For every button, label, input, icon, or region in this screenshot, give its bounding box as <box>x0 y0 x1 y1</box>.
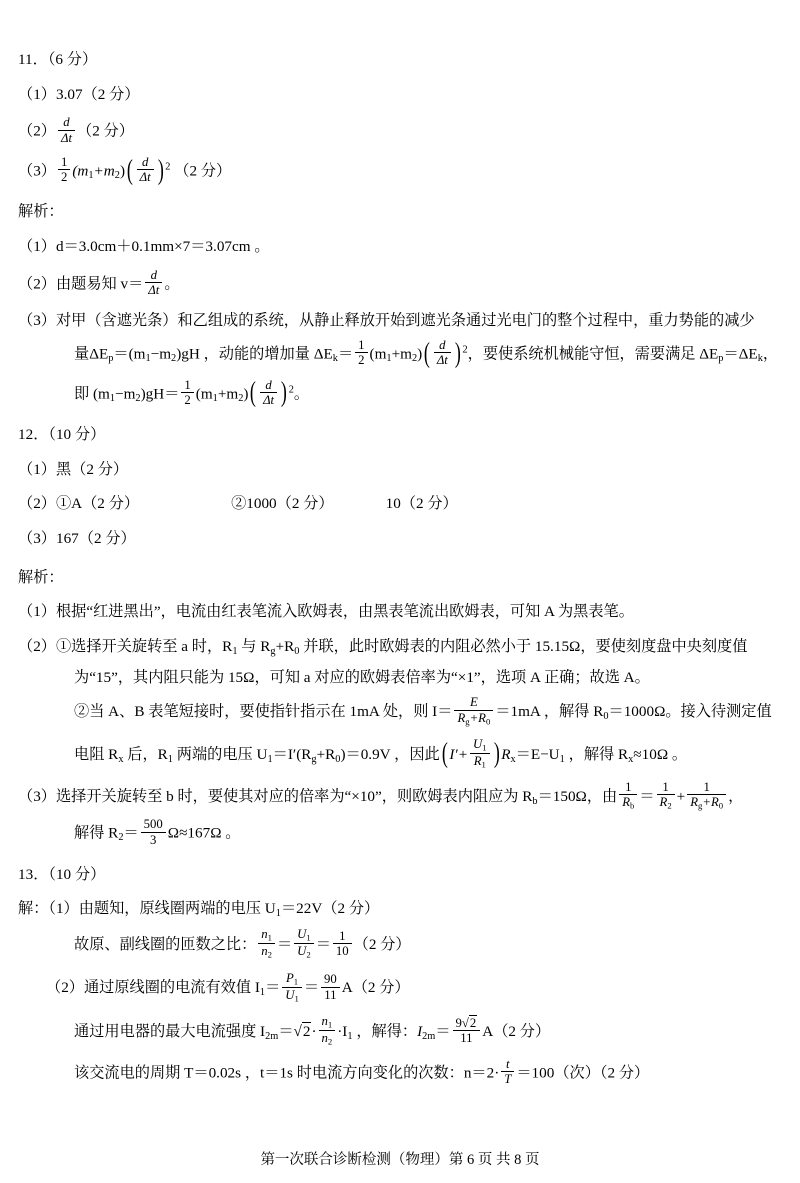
q11-mass-open: (m <box>72 162 89 180</box>
page-footer: 第一次联合诊断检测（物理）第 6 页 共 8 页 <box>260 1152 540 1168</box>
q11-answer-2-prefix: （2） <box>18 122 56 140</box>
q11-answer-2-suffix: （2 分） <box>77 122 134 140</box>
left-paren: ( <box>126 153 133 186</box>
q12-answer-2b: ②1000（2 分） <box>231 495 334 513</box>
q11-heading: 11．（6 分） <box>18 51 98 68</box>
q11-solution-1: （1）d＝3.0cm＋0.1mm×7＝3.07cm 。 <box>18 238 270 256</box>
q11-jiexi-label: 解析： <box>18 203 64 221</box>
q11-solution-3-line1: （3）对甲（含遮光条）和乙组成的系统，从静止释放开始到遮光条通过光电门的整个过程中，重力势能的减少 <box>18 312 755 330</box>
q11-v-fraction: $\frac{d}{\Delta t}$ <box>145 268 162 298</box>
q12-answer-2 <box>18 492 780 517</box>
q12-heading: 12．（10 分） <box>18 426 106 444</box>
q12-answer-1: （1）黑（2 分） <box>18 460 129 478</box>
q11-solution-2: （2）由题易知 v＝ $\frac{d}{\Delta t}$ 。 <box>18 267 180 298</box>
q13-solution-5: 该交流电的周期 T＝0.02s ，t＝1s 时电流方向变化的次数：n＝2· $\frac{t}{T}$ ＝100（次）（2 分） <box>74 1057 650 1087</box>
right-paren: ) <box>157 153 164 186</box>
sqrt-icon: √2 <box>293 1023 311 1041</box>
q12-solution-2-line4: 电阻 $R_x$ 后，$R_1$ 两端的电压 $U_1=I'(R_g+R_0)=0.9V$ ，因此( I′+ $\frac{U_1}{R_1}$ ) $R_x=E-U_1$ ，解得 $R_x\approx 10\Omega$ 。 <box>74 736 688 770</box>
q12-answer-2c: 10（2 分） <box>385 495 458 513</box>
q11-answer-2-fraction: $\frac{d}{\Delta t}$ <box>58 115 75 145</box>
q13-solution-3: （2）通过原线圈的电流有效值 $I_1=$ $\frac{P_1}{U_1}$ ＝ $\frac{90}{11}$ A（2 分） <box>46 970 410 1004</box>
q11-solution-3-line3: 即 $(m_1-m_2)gH=$ $\frac{1}{2}$ $(m_1+m_2)$( $\frac{d}{\Delta t}$ ) $^2$。 <box>74 376 310 409</box>
q11-answer-3-ratio: $\frac{d}{\Delta t}$ <box>137 155 154 185</box>
q12-answer-3: （3）167（2 分） <box>18 529 136 547</box>
q11-answer-1: （1）3.07（2 分） <box>18 85 140 103</box>
q11-answer-2 <box>18 117 780 147</box>
page-content <box>18 48 780 1099</box>
q12-ohm-fraction: $\frac{E}{R_g+R_0}$ <box>454 695 493 726</box>
q12-solution-2-line3: ②当 A、B 表笔短接时，要使指针指示在 1mA 处，则 I＝ $\frac{E}{R_g+R_0}$ ＝1mA ，解得 $R_0=1000\Omega$。接入待测定值 <box>74 695 772 726</box>
q12-solution-1: （1）根据“红进黑出”，电流由红表笔流入欧姆表，由黑表笔流出欧姆表，可知 A 为黑表笔。 <box>18 603 634 621</box>
q12-jiexi-label: 解析： <box>18 568 64 586</box>
q13-solution-1: 解：（1）由题知，原线圈两端的电压 $U_1=22V(2$ 分） <box>18 900 380 920</box>
q13-solution-2: 故原、副线圈的匝数之比： $\frac{n_1}{n_2}$ ＝ $\frac{U_1}{U_2}$ ＝ $\frac{1}{10}$ （2 分） <box>74 927 411 960</box>
q12-solution-3-line2: 解得 $R_2=$ $\frac{500}{3}$ Ω≈167Ω 。 <box>74 817 241 847</box>
q11-solution-3-line2: 量$\Delta E_p=(m_1-m_2)gH$ ，动能的增加量 $\Delta E_k=$ $\frac{1}{2}$ $(m_1+m_2)$( $\frac{d}{\Delta t}$ ) $^2$，要使系统机械能守恒，需要满足 $\Delta E_p=\Delta E_k$， <box>74 336 779 369</box>
q12-answer-2a: （2）①A（2 分） <box>18 495 140 513</box>
q13-solution-4: 通过用电器的最大电流强度 $I_{2m}=√2\cdot$ $\frac{n_1}{n_2}$ $\cdot I_1$ ，解得：$I_{2m}=$ $\frac{9√2}{11}$ A（2 分） <box>74 1013 551 1047</box>
q11-answer-3-half: $\frac{1}{2}$ <box>58 155 70 185</box>
q12-solution-2-line2: 为“15”，其内阻只能为 15Ω，可知 a 对应的欧姆表倍率为“×1”，选项 A 正确；故选 A。 <box>74 669 650 687</box>
q11-answer-3: （3） $\frac{1}{2}$ $(m_1+m_2)$( $\frac{d}{\Delta t}$ ) $^2$ （2 分） <box>18 153 232 186</box>
q11-answer-3-suffix: （2 分） <box>174 162 232 180</box>
q12-solution-3-line1: （3）选择开关旋转至 b 时，要使其对应的倍率为“×10”，则欧姆表内阻应为 $R_b=150\Omega$，由 $\frac{1}{R_b}$ ＝ $\frac{1}{R_2}$ + $\frac{1}{R_g+R_0}$ ， <box>18 779 744 811</box>
q11-answer-3-prefix: （3） <box>18 162 56 180</box>
q12-solution-2-line1: （2）①选择开关旋转至 a 时，$R_1$ 与 $R_g+R_0$ 并联，此时欧姆表的内阻必然小于 15.15Ω，要使刻度盘中央刻度值 <box>18 637 748 657</box>
q13-heading: 13．（10 分） <box>18 865 106 883</box>
